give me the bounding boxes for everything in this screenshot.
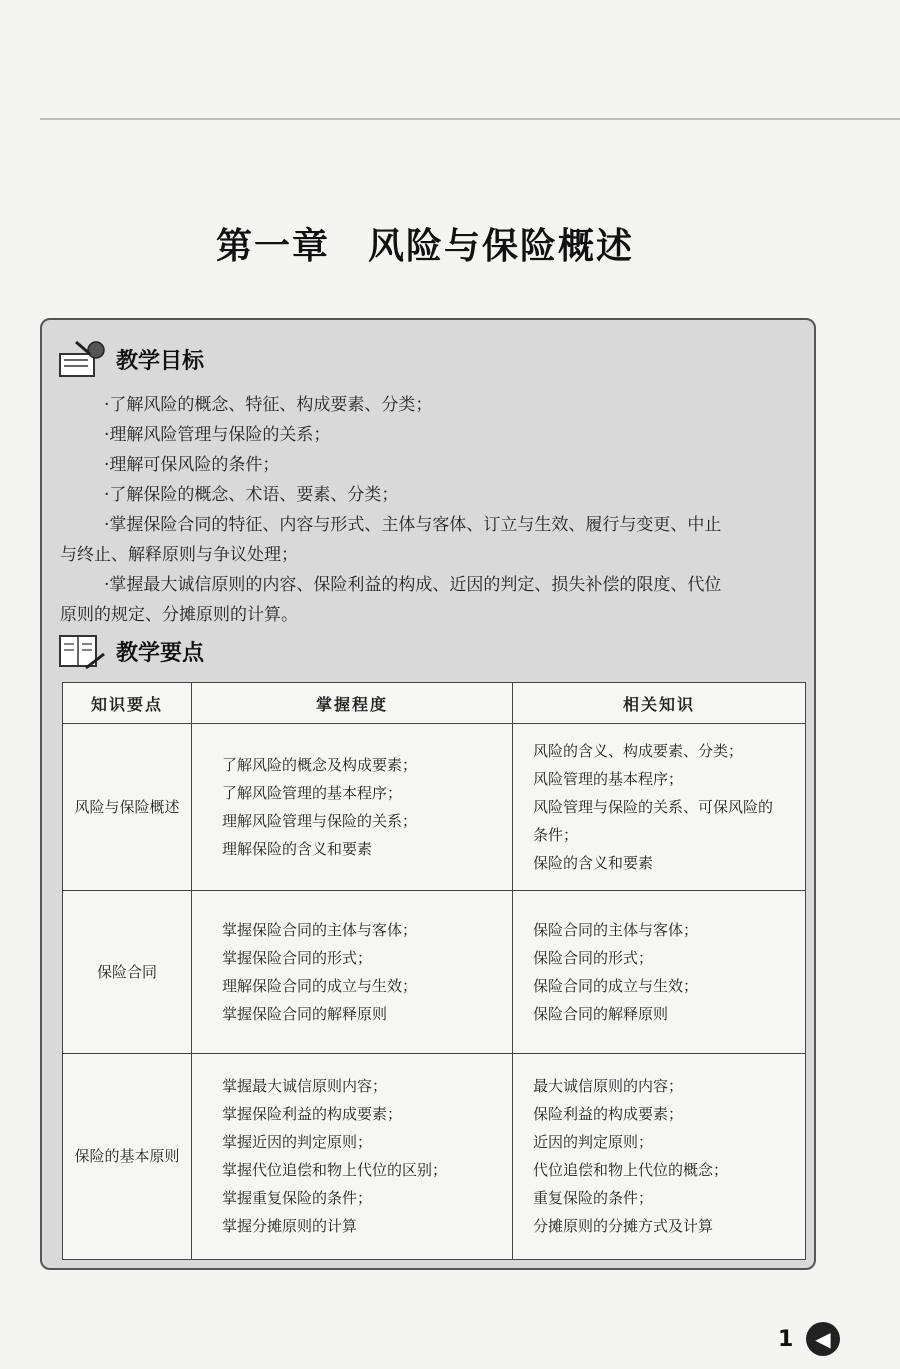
goal-item: ·了解风险的概念、特征、构成要素、分类；: [104, 395, 433, 415]
goal-item: ·理解可保风险的条件；: [104, 455, 280, 475]
goals-heading: [56, 338, 204, 380]
related-line: 风险管理与保险的关系、可保风险的: [533, 797, 774, 816]
goal-item-continued: 原则的规定、分摊原则的计算。: [60, 605, 298, 625]
page-number: 1: [778, 1327, 794, 1352]
goal-item: ·了解保险的概念、术语、要素、分类；: [104, 485, 399, 505]
degree-line: 掌握保险合同的解释原则: [222, 1004, 388, 1023]
header-knowledge-point: 知识要点: [63, 683, 192, 724]
row-degree: [192, 1053, 513, 1259]
related-line: 保险的含义和要素: [533, 853, 654, 872]
related-line: 风险的含义、构成要素、分类；: [533, 741, 744, 760]
table-row: [63, 724, 806, 891]
degree-line: 掌握代位追偿和物上代位的区别；: [222, 1161, 448, 1180]
table-row: [63, 1053, 806, 1259]
row-category: 风险与保险概述: [63, 724, 192, 891]
chapter-title: 第一章 风险与保险概述: [215, 226, 634, 267]
related-line: 分摊原则的分摊方式及计算: [533, 1217, 714, 1236]
points-heading: [56, 630, 204, 672]
goal-item: ·掌握保险合同的特征、内容与形式、主体与客体、订立与生效、履行与变更、中止: [104, 515, 722, 535]
knowledge-points-table: [62, 682, 806, 1260]
notebook-icon: [56, 630, 108, 672]
degree-line: 理解保险的含义和要素: [222, 839, 373, 858]
row-related: [513, 1053, 806, 1259]
table-header-row: [63, 683, 806, 724]
related-line: 近因的判定原则；: [533, 1133, 654, 1152]
content-panel: [40, 318, 816, 1270]
related-line: 保险合同的形式；: [533, 948, 654, 967]
degree-line: 了解风险的概念及构成要素；: [222, 755, 418, 774]
related-line: 保险利益的构成要素；: [533, 1105, 684, 1124]
back-arrow-icon: ◀: [806, 1322, 840, 1356]
related-line: 保险合同的成立与生效；: [533, 976, 699, 995]
degree-line: 掌握重复保险的条件；: [222, 1189, 373, 1208]
degree-line: 掌握保险合同的形式；: [222, 948, 373, 967]
header-mastery-level: 掌握程度: [192, 683, 513, 724]
related-line: 条件；: [533, 825, 579, 844]
related-line: 最大诚信原则的内容；: [533, 1077, 684, 1096]
row-category: 保险合同: [63, 890, 192, 1053]
row-related: [513, 724, 806, 891]
degree-line: 掌握分摊原则的计算: [222, 1217, 358, 1236]
goals-title: 教学目标: [116, 348, 205, 374]
row-related: [513, 890, 806, 1053]
goal-item: ·理解风险管理与保险的关系；: [104, 425, 331, 445]
row-degree: [192, 890, 513, 1053]
goals-list: [60, 390, 800, 630]
degree-line: 掌握保险利益的构成要素；: [222, 1105, 403, 1124]
related-line: 代位追偿和物上代位的概念；: [533, 1161, 729, 1180]
degree-line: 了解风险管理的基本程序；: [222, 783, 403, 802]
degree-line: 理解保险合同的成立与生效；: [222, 976, 418, 995]
related-line: 保险合同的解释原则: [533, 1004, 669, 1023]
degree-line: 理解风险管理与保险的关系；: [222, 811, 418, 830]
row-degree: [192, 724, 513, 891]
degree-line: 掌握近因的判定原则；: [222, 1133, 373, 1152]
related-line: 重复保险的条件；: [533, 1189, 654, 1208]
header-rule: [40, 118, 900, 120]
table-row: [63, 890, 806, 1053]
related-line: 保险合同的主体与客体；: [533, 920, 699, 939]
row-category: 保险的基本原则: [63, 1053, 192, 1259]
related-line: 风险管理的基本程序；: [533, 769, 684, 788]
book-pen-icon: [56, 338, 108, 380]
header-related-knowledge: 相关知识: [513, 683, 806, 724]
degree-line: 掌握保险合同的主体与客体；: [222, 920, 418, 939]
points-title: 教学要点: [116, 640, 205, 666]
degree-line: 掌握最大诚信原则内容；: [222, 1077, 388, 1096]
goal-item-continued: 与终止、解释原则与争议处理；: [60, 545, 298, 565]
goal-item: ·掌握最大诚信原则的内容、保险利益的构成、近因的判定、损失补偿的限度、代位: [104, 575, 722, 595]
